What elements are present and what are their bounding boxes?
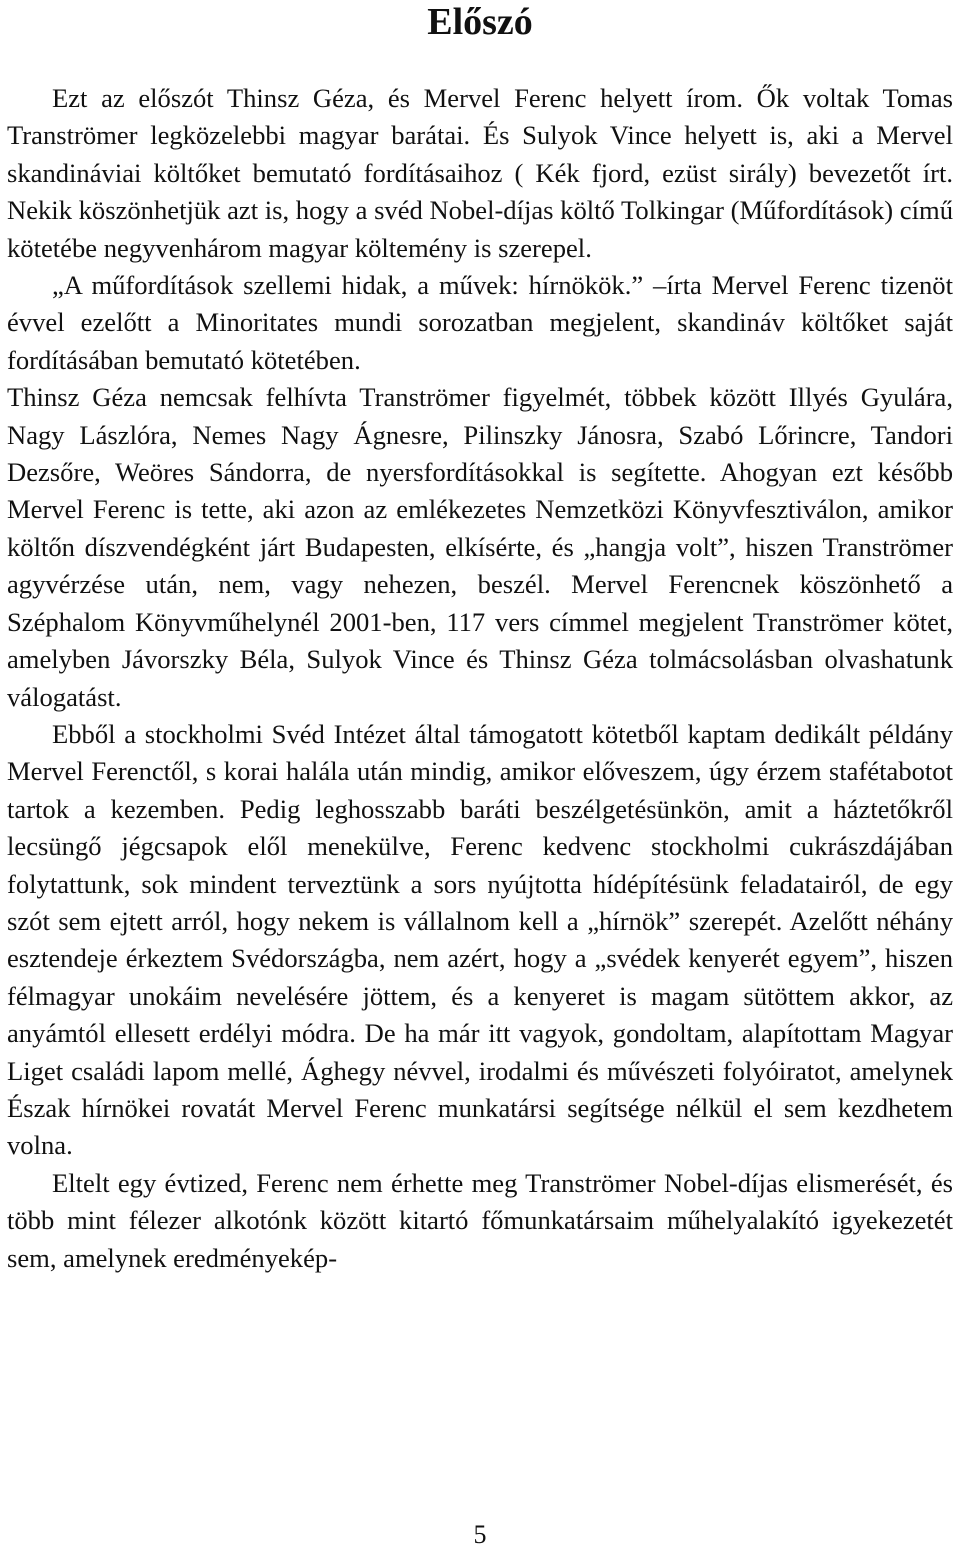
paragraph: „A műfordítások szellemi hidak, a művek: hírnökök.” –írta Mervel Ferenc tizenöt évvel ezelőtt a Minoritates mundi sorozatban megjelent, skandináv költőket saját fordításában bemutató kötetében. <box>7 270 953 375</box>
page-number: 5 <box>473 1520 487 1549</box>
paragraph: Ezt az előszót Thinsz Géza, és Mervel Ferenc helyett írom. Ők voltak Tomas Tranströmer legközelebbi magyar barátai. És Sulyok Vince helyett is, aki a Mervel skandináviai költőket bemutató fordításaihoz ( Kék fjord, ezüst sirály) bevezetőt írt. Nekik köszönhetjük azt is, hogy a svéd Nobel-díjas költő Tolkingar (Műfordítások) című kötetébe negyvenhárom magyar költemény is szerepel. <box>7 83 953 263</box>
paragraph: Eltelt egy évtized, Ferenc nem érhette meg Tranströmer Nobel-díjas elismerését, és több mint félezer alkotónk között kitartó főmunkatársaim műhelyalakító igyekezetét sem, amelynek eredményekép- <box>7 1167 953 1273</box>
paragraph: Ebből a stockholmi Svéd Intézet által támogatott kötetből kaptam dedikált példány Mervel Ferenctől, s korai halála után mindig, amikor előveszem, úgy érzem stafétabotot tartok a kezemben. Pedig leghosszabb baráti beszélgetésünkön, amit a háztetőkről lecsüngő jégcsapok elől menekülve, Ferenc kedvenc stockholmi cukrászdájában folytattunk, sok mindent terveztünk a sors nyújtotta hídépítésünk feladatairól, de egy szót sem ejtett arról, hogy nekem is vállalnom kell a „hírnök” szerepét. Azelőtt néhány esztendeje érkeztem Svédországba, nem azért, hogy a „svédek kenyerét egyem”, hiszen félmagyar unokáim nevelésére jöttem, és a kenyeret is magam sütöttem akkor, az anyámtól ellesett erdélyi módra. De ha már itt vagyok, gondoltam, alapítottam Magyar Liget családi lapom mellé, Ághegy névvel, irodalmi és művészeti folyóiratot, amelynek Észak hírnökei rovatát Mervel Ferenc munkatársi segítsége nélkül el sem kezdhetem volna. <box>7 718 953 1161</box>
body-text <box>7 80 953 1277</box>
paragraph: Thinsz Géza nemcsak felhívta Tranströmer figyelmét, többek között Illyés Gyulára, Nagy Lászlóra, Nemes Nagy Ágnesre, Pilinszky Jánosra, Szabó Lőrincre, Tandori Dezsőre, Weöres Sándorra, de nyersfordításokkal is segítette. Ahogyan ezt később Mervel Ferenc is tette, aki azon az emlékezetes Nemzetközi Könyvfesztiválon, amikor költőn díszvendégként járt Budapesten, elkísérte, és „hangja volt”, hiszen Tranströmer agyvérzése után, nem, vagy nehezen, beszél. Mervel Ferencnek köszönhető a Széphalom Könyvműhelynél 2001-ben, 117 vers címmel megjelent Tranströmer kötet, amelyben Jávorszky Béla, Sulyok Vince és Thinsz Géza tolmácsolásban olvashatunk válogatást. <box>7 382 953 712</box>
page-title: Előszó <box>427 1 533 43</box>
